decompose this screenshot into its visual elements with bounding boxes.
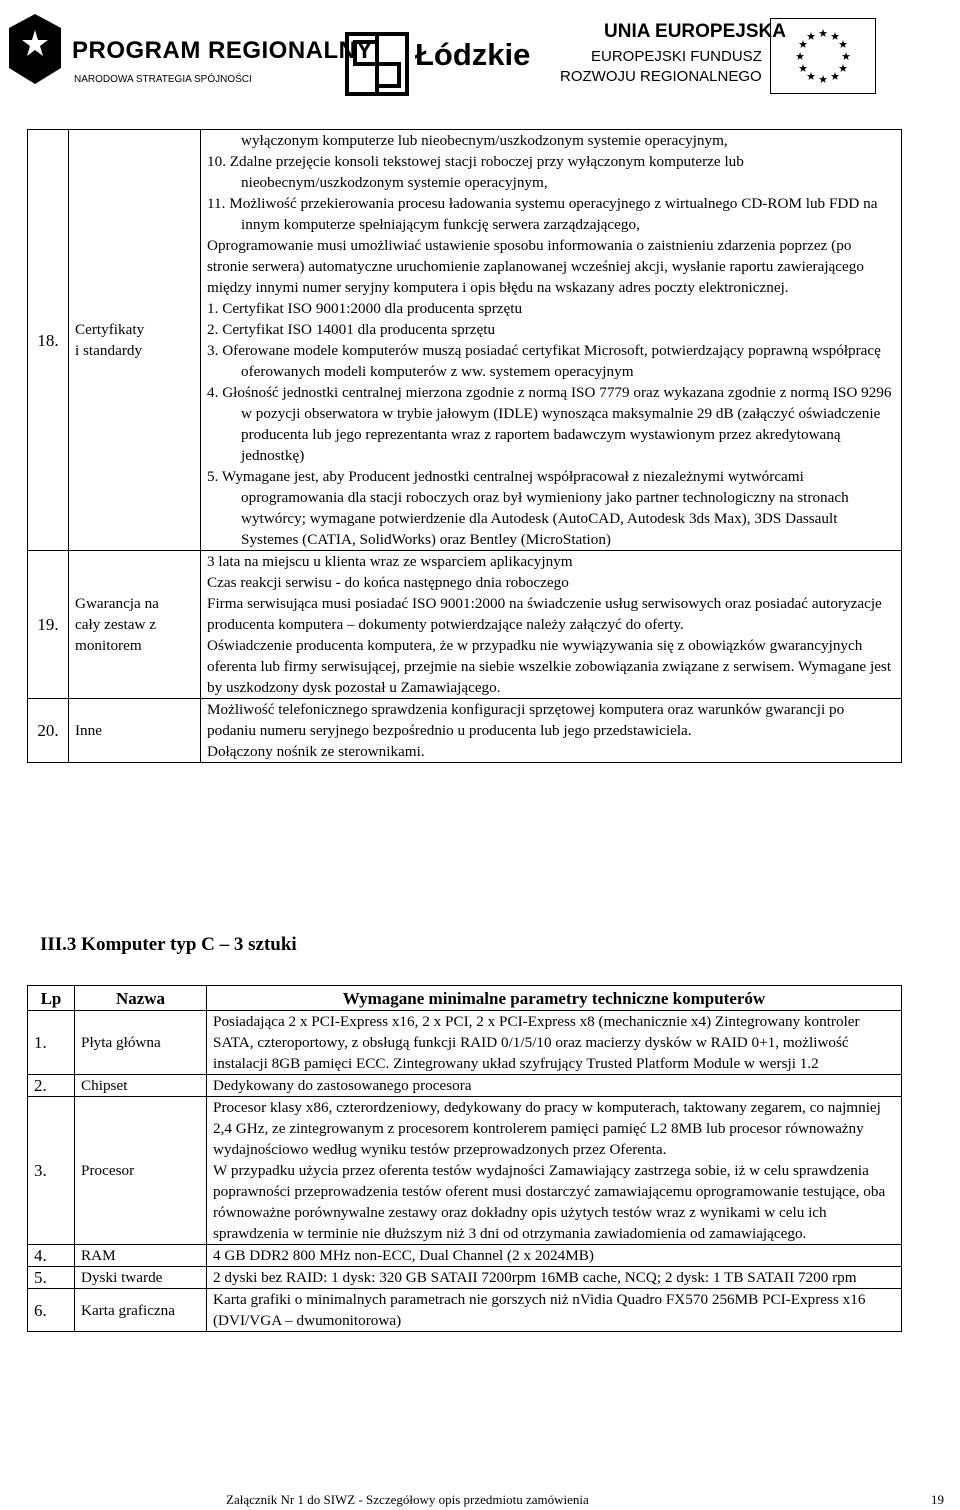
header-name: Nazwa xyxy=(75,986,207,1011)
row-lp: 2. xyxy=(28,1075,75,1097)
page-number: 19 xyxy=(931,1492,944,1507)
row-description xyxy=(201,551,902,699)
svg-text:★: ★ xyxy=(830,70,840,83)
eu-title: UNIA EUROPEJSKA xyxy=(604,21,786,42)
spec-paragraph: Karta grafiki o minimalnych parametrach nie gorszych niż nVidia Quadro FX570 256MB PCI-Express x16 (DVI/VGA – dwumonitorowa) xyxy=(213,1291,866,1329)
description-line: Oprogramowanie musi umożliwiać ustawienie sposobu informowania o zaistnieniu zdarzenia poprzez (po stronie serwera) automatyczne uruchomienie zaplanowanej wcześniej akcji, wysłanie raportu zawierającego między innymi numer seryjny komputera i opis błędu na wskazany adres poczty elektronicznej. xyxy=(207,237,864,296)
row-number: 20. xyxy=(28,699,69,763)
row-name-line: i standardy xyxy=(75,342,143,359)
svg-text:★: ★ xyxy=(818,73,828,86)
row-name-line: monitorem xyxy=(75,637,142,654)
description-line: 3 lata na miejscu u klienta wraz ze wsparciem aplikacyjnym xyxy=(207,553,573,570)
row-component-name: Karta graficzna xyxy=(75,1289,207,1332)
table-header-row xyxy=(28,986,902,1011)
table-row xyxy=(28,130,902,551)
row-component-name: Chipset xyxy=(75,1075,207,1097)
table-row xyxy=(28,1011,902,1075)
description-line: wyłączonym komputerze lub nieobecnym/uszkodzonym systemie operacyjnym, xyxy=(241,132,728,149)
table-row xyxy=(28,1245,902,1267)
spec-paragraph: Posiadająca 2 x PCI-Express x16, 2 x PCI, 2 x PCI-Express x8 (mechanicznie x4) Zintegrowany kontroler SATA, czteroportowy, z obsługą funkcji RAID 0/1/5/10 oraz macierzy dysków w RAID 0+1, możliwość instalacji 8GB pamięci ECC. Zintegrowany układ szyfrujący Trusted Platform Module w wersji 1.2 xyxy=(213,1013,860,1072)
description-line: Oświadczenie producenta komputera, że w przypadku nie wywiązywania się z obowiązków gwarancyjnych oferenta lub firmy serwisującej, przejmie na siebie wszelkie zobowiązania związane z serwisem. Wymagane jest by uszkodzony dysk pozostał u Zamawiającego. xyxy=(207,637,892,696)
row-lp: 4. xyxy=(28,1245,75,1267)
row-component-name: RAM xyxy=(75,1245,207,1267)
program-subtitle: NARODOWA STRATEGIA SPÓJNOŚCI xyxy=(74,74,252,85)
row-spec xyxy=(207,1245,902,1267)
description-line: 11. Możliwość przekierowania procesu ładowania systemu operacyjnego z wirtualnego CD-ROM lub FDD na innym komputerze spełniającym funkcję serwera zarządzającego, xyxy=(207,195,878,233)
row-number: 19. xyxy=(28,551,69,699)
row-spec xyxy=(207,1097,902,1245)
svg-text:★: ★ xyxy=(806,30,816,43)
svg-text:★: ★ xyxy=(806,70,816,83)
row-lp: 6. xyxy=(28,1289,75,1332)
program-title: PROGRAM REGIONALNY xyxy=(72,37,374,64)
region-name: Łódzkie xyxy=(415,37,531,72)
eu-fund-line1: EUROPEJSKI FUNDUSZ xyxy=(591,48,762,65)
description-line: 1. Certyfikat ISO 9001:2000 dla producenta sprzętu xyxy=(207,300,523,317)
section-title: III.3 Komputer typ C – 3 sztuki xyxy=(40,934,297,955)
row-spec xyxy=(207,1267,902,1289)
eu-fund-line2: ROZWOJU REGIONALNEGO xyxy=(560,68,762,85)
description-line: 2. Certyfikat ISO 14001 dla producenta sprzętu xyxy=(207,321,496,338)
row-component-name: Płyta główna xyxy=(75,1011,207,1075)
row-number: 18. xyxy=(28,130,69,551)
description-line: Możliwość telefonicznego sprawdzenia konfiguracji sprzętowej komputera oraz warunków gwarancji po podaniu numeru seryjnego bezpośrednio u producenta lub jego przedstawiciela. xyxy=(207,701,845,739)
svg-text:★: ★ xyxy=(795,50,805,63)
svg-text:★: ★ xyxy=(818,27,828,40)
page-header xyxy=(0,0,960,120)
row-spec xyxy=(207,1011,902,1075)
row-name xyxy=(69,130,201,551)
spec-paragraph: 2 dyski bez RAID: 1 dysk: 320 GB SATAII 7200rpm 16MB cache, NCQ; 2 dysk: 1 TB SATAII 7200 rpm xyxy=(213,1269,857,1286)
spec-paragraph: Procesor klasy x86, czterordzeniowy, dedykowany do pracy w komputerach, taktowany zegarem, co najmniej 2,4 GHz, ze zintegrowanym z procesorem kontrolerem pamięci pamięć L2 8MB lub procesor równoważny wydajnościowo według wyniku testów przeprowadzonych przez Oferenta. xyxy=(213,1099,881,1158)
row-name-line: Inne xyxy=(75,722,102,739)
spec-paragraph: 4 GB DDR2 800 MHz non-ECC, Dual Channel (2 x 2024MB) xyxy=(213,1247,594,1264)
description-line: Dołączony nośnik ze sterownikami. xyxy=(207,743,425,760)
header-spec: Wymagane minimalne parametry techniczne komputerów xyxy=(207,986,902,1011)
row-name xyxy=(69,699,201,763)
row-lp: 3. xyxy=(28,1097,75,1245)
computer-c-spec-table xyxy=(27,985,902,1332)
svg-text:★: ★ xyxy=(798,38,808,51)
description-line: Firma serwisująca musi posiadać ISO 9001:2000 na świadczenie usług serwisowych oraz posiadać autoryzacje producenta komputera – dokumenty potwierdzające należy załączyć do oferty. xyxy=(207,595,882,633)
description-line: 10. Zdalne przejęcie konsoli tekstowej stacji roboczej przy wyłączonym komputerze lub nieobecnym/uszkodzonym systemie operacyjnym, xyxy=(207,153,744,191)
row-description xyxy=(201,699,902,763)
row-spec xyxy=(207,1289,902,1332)
header-lp: Lp xyxy=(28,986,75,1011)
footer-text: Załącznik Nr 1 do SIWZ - Szczegółowy opis przedmiotu zamówienia xyxy=(226,1492,589,1507)
row-lp: 5. xyxy=(28,1267,75,1289)
row-component-name: Procesor xyxy=(75,1097,207,1245)
svg-text:★: ★ xyxy=(830,30,840,43)
row-name-line: cały zestaw z xyxy=(75,616,156,633)
svg-text:★: ★ xyxy=(798,62,808,75)
description-line: 4. Głośność jednostki centralnej mierzona zgodnie z normą ISO 7779 oraz wykazana zgodnie z normą ISO 9296 w pozycji obserwatora w trybie jałowym (IDLE) wynosząca maksymalnie 29 dB (załączyć oświadczenie producenta lub jego reprezentanta wraz z raportem badawczym wystawionym przez akredytowaną jednostkę) xyxy=(207,384,892,464)
table-row xyxy=(28,1267,902,1289)
row-name-line: Certyfikaty xyxy=(75,321,145,338)
svg-text:★: ★ xyxy=(838,38,848,51)
table-row xyxy=(28,1075,902,1097)
row-description xyxy=(201,130,902,551)
table-row xyxy=(28,699,902,763)
table-row xyxy=(28,1289,902,1332)
lodzkie-logo-icon xyxy=(345,32,409,96)
row-name xyxy=(69,551,201,699)
description-line: Czas reakcji serwisu - do końca następnego dnia roboczego xyxy=(207,574,569,591)
requirements-table-continued xyxy=(27,129,902,763)
svg-text:★: ★ xyxy=(838,62,848,75)
description-line: 3. Oferowane modele komputerów muszą posiadać certyfikat Microsoft, potwierdzający poprawną współpracę oferowanych modeli komputerów z ww. systemem operacyjnym xyxy=(207,342,881,380)
row-lp: 1. xyxy=(28,1011,75,1075)
table-row xyxy=(28,551,902,699)
description-line: 5. Wymagane jest, aby Producent jednostki centralnej współpracował z niezależnymi wytwórcami oprogramowania dla stacji roboczych oraz był wymieniony jako partner technologiczny na stronach wytwórcy; wymagane potwierdzenie dla Autodesk (AutoCAD, Autodesk 3ds Max), 3DS Dassault Systemes (CATIA, SolidWorks) oraz Bentley (MicroStation) xyxy=(207,468,849,548)
table-row xyxy=(28,1097,902,1245)
row-name-line: Gwarancja na xyxy=(75,595,159,612)
program-regionalny-logo-icon xyxy=(5,8,65,88)
row-spec xyxy=(207,1075,902,1097)
row-component-name: Dyski twarde xyxy=(75,1267,207,1289)
spec-paragraph: W przypadku użycia przez oferenta testów wydajności Zamawiający zastrzega sobie, iż w celu sprawdzenia poprawności przeprowadzenia testów oferent musi dostarczyć zamawiającemu oprogramowanie testujące, oba równoważne porównywalne zestawy oraz dokładny opis użytych testów wraz z wynikami w celu ich sprawdzenia w terminie nie dłuższym niż 3 dni od otrzymania zawiadomienia od zamawiającego. xyxy=(213,1162,886,1242)
eu-flag-icon xyxy=(770,18,876,94)
svg-text:★: ★ xyxy=(841,50,851,63)
spec-paragraph: Dedykowany do zastosowanego procesora xyxy=(213,1077,472,1094)
